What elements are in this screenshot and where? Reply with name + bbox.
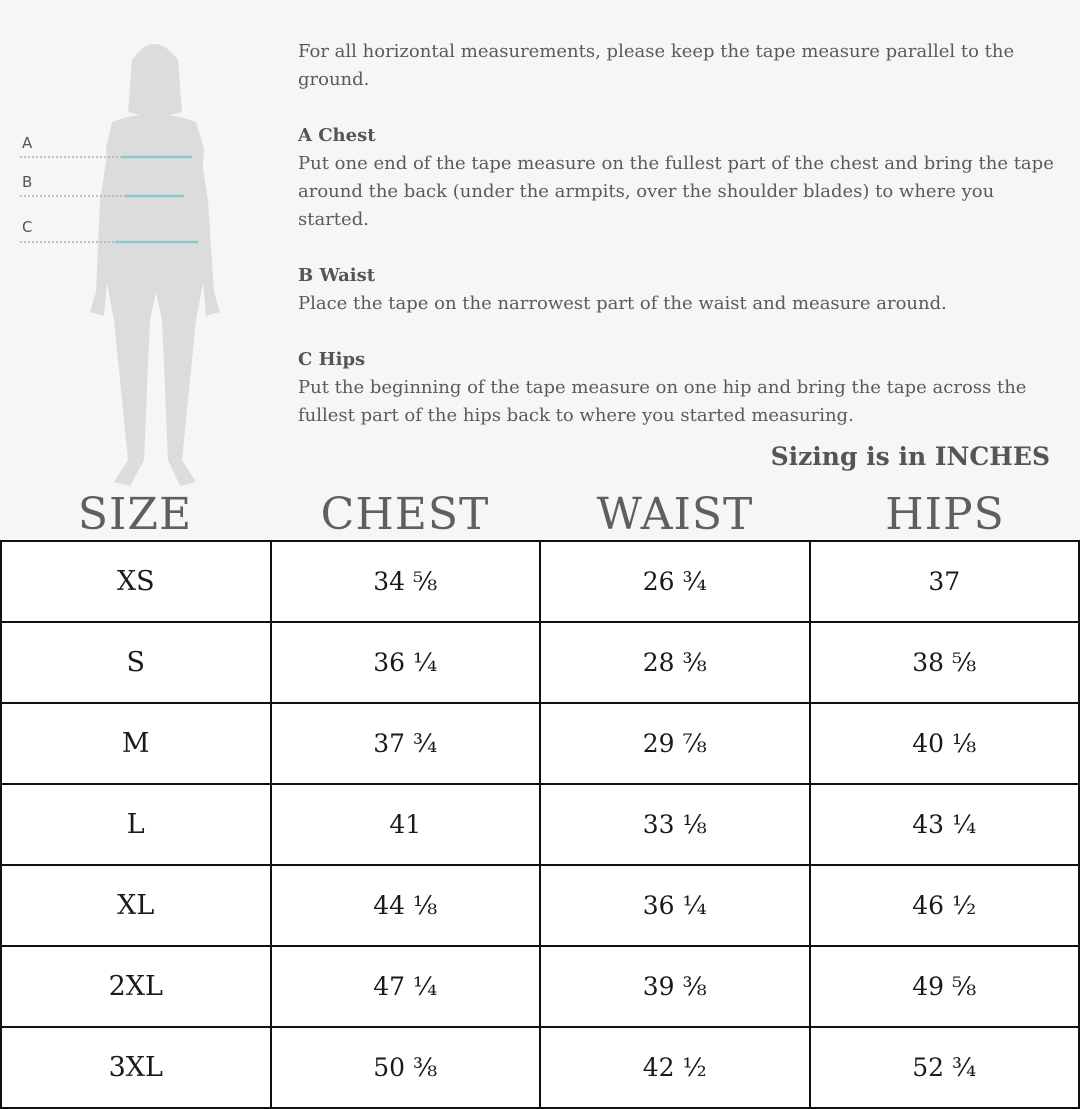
hips-cell: 37: [810, 541, 1080, 622]
hips-heading: C Hips: [298, 349, 366, 370]
marker-a: A: [22, 134, 33, 152]
size-chart-table: [0, 540, 1080, 1109]
table-row: [1, 703, 1079, 784]
intro-text: For all horizontal measurements, please keep the tape measure parallel to the ground.: [298, 41, 1015, 90]
waist-heading: B Waist: [298, 265, 376, 286]
waist-cell: 29 ⅞: [540, 703, 810, 784]
table-row: [1, 541, 1079, 622]
header-waist: WAIST: [596, 489, 754, 540]
chest-cell: 36 ¼: [271, 622, 541, 703]
hips-cell: 52 ¾: [810, 1027, 1080, 1108]
hips-cell: 40 ⅛: [810, 703, 1080, 784]
size-cell: S: [1, 622, 271, 703]
waist-text: Place the tape on the narrowest part of the waist and measure around.: [298, 293, 947, 314]
table-row: [1, 784, 1079, 865]
measurement-instructions: [298, 38, 1058, 430]
size-cell: 2XL: [1, 946, 271, 1027]
hips-cell: 43 ¼: [810, 784, 1080, 865]
chest-heading: A Chest: [298, 125, 376, 146]
marker-b: B: [22, 173, 33, 191]
header-size: SIZE: [77, 489, 193, 540]
waist-cell: 26 ¾: [540, 541, 810, 622]
waist-cell: 39 ⅜: [540, 946, 810, 1027]
size-cell: XS: [1, 541, 271, 622]
hips-cell: 38 ⅝: [810, 622, 1080, 703]
waist-cell: 42 ½: [540, 1027, 810, 1108]
table-row: [1, 946, 1079, 1027]
table-row: [1, 1027, 1079, 1108]
chest-text: Put one end of the tape measure on the fullest part of the chest and bring the tape around the back (under the armpits, over the shoulder blades) to where you started.: [298, 153, 1054, 230]
chest-cell: 34 ⅝: [271, 541, 541, 622]
chest-cell: 41: [271, 784, 541, 865]
table-row: [1, 622, 1079, 703]
silhouette-icon: [0, 20, 260, 500]
size-cell: XL: [1, 865, 271, 946]
hips-cell: 46 ½: [810, 865, 1080, 946]
header-hips: HIPS: [885, 489, 1005, 540]
chest-cell: 44 ⅛: [271, 865, 541, 946]
marker-c: C: [22, 218, 33, 236]
waist-cell: 33 ⅛: [540, 784, 810, 865]
hips-cell: 49 ⅝: [810, 946, 1080, 1027]
chest-cell: 50 ⅜: [271, 1027, 541, 1108]
chest-cell: 47 ¼: [271, 946, 541, 1027]
table-headers: [0, 488, 1080, 542]
size-cell: 3XL: [1, 1027, 271, 1108]
size-cell: M: [1, 703, 271, 784]
waist-cell: 36 ¼: [540, 865, 810, 946]
waist-cell: 28 ⅜: [540, 622, 810, 703]
chest-cell: 37 ¾: [271, 703, 541, 784]
size-cell: L: [1, 784, 271, 865]
header-chest: CHEST: [320, 489, 490, 540]
hips-text: Put the beginning of the tape measure on one hip and bring the tape across the fullest part of the hips back to where you started measuring.: [298, 377, 1027, 426]
body-figure: [0, 20, 260, 500]
units-note: Sizing is in INCHES: [770, 442, 1050, 471]
table-row: [1, 865, 1079, 946]
